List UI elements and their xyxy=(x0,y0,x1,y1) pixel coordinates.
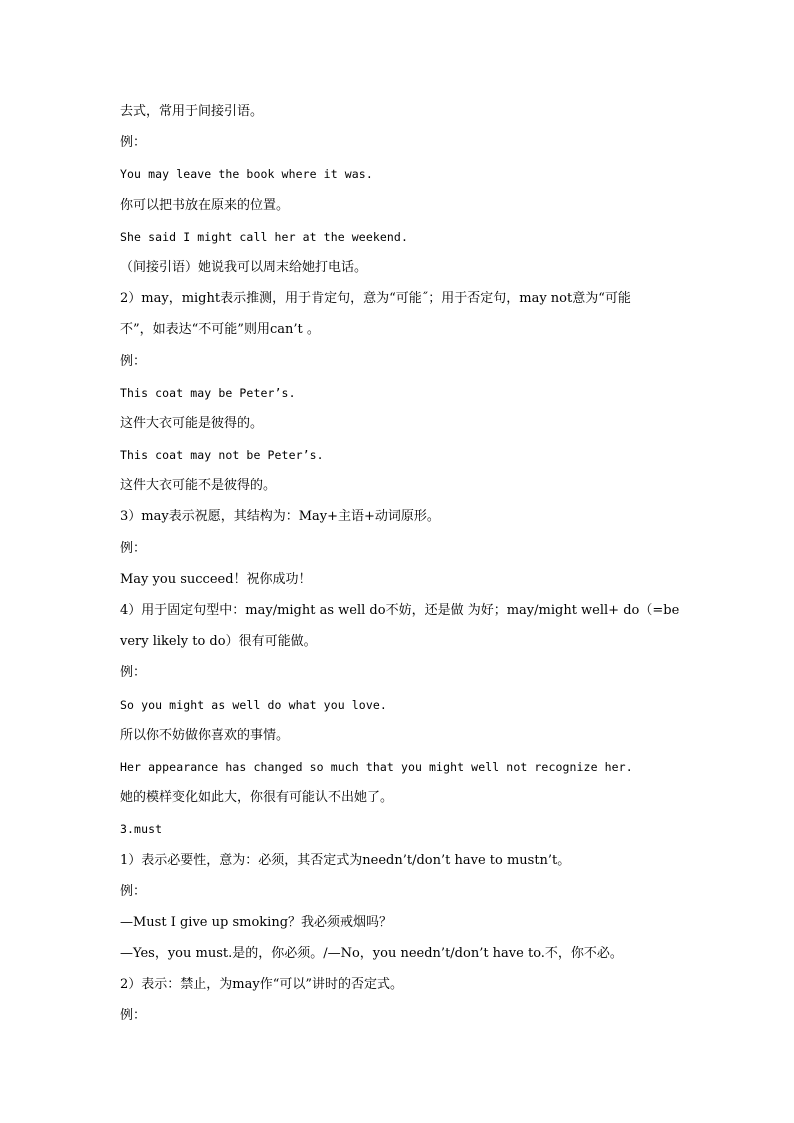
document-body xyxy=(120,100,680,1036)
english-example: She said I might call her at the weekend. xyxy=(120,229,408,244)
english-example: You may leave the book where it was. xyxy=(120,167,373,182)
dialogue-line: —Yes，you must.是的，你必须。/—No，you needn’t/don’t have to.不，你不必。 xyxy=(120,946,623,962)
example-label: 例： xyxy=(120,353,147,369)
rule-text: 4）用于固定句型中：may/might as well do不妨，还是做 为好；may/might well+ do（=be xyxy=(120,603,680,618)
mixed-example: May you succeed！祝你成功！ xyxy=(120,571,312,587)
example-label: 例： xyxy=(120,1008,147,1024)
chinese-translation: 所以你不妨做你喜欢的事情。 xyxy=(120,727,290,743)
rule-text: very likely to do）很有可能做。 xyxy=(120,634,317,650)
example-label: 例： xyxy=(120,665,147,681)
english-example: So you might as well do what you love. xyxy=(120,697,387,712)
english-example: This coat may be Peter’s. xyxy=(120,385,296,400)
chinese-translation: 你可以把书放在原来的位置。 xyxy=(120,197,290,213)
text-line: 去式，常用于间接引语。 xyxy=(120,104,264,119)
english-example: This coat may not be Peter’s. xyxy=(120,448,324,463)
example-label: 例： xyxy=(120,135,147,151)
rule-text: 2）表示：禁止，为may作“可以”讲时的否定式。 xyxy=(120,977,403,993)
example-label: 例： xyxy=(120,883,147,899)
section-heading: 3.must xyxy=(120,822,163,837)
chinese-translation: 这件大衣可能不是彼得的。 xyxy=(120,478,277,494)
chinese-translation: （间接引语）她说我可以周末给她打电话。 xyxy=(120,259,368,275)
example-label: 例： xyxy=(120,540,147,556)
rule-text: 1）表示必要性，意为：必须，其否定式为needn’t/don’t have to mustn’t。 xyxy=(120,852,571,868)
chinese-translation: 这件大衣可能是彼得的。 xyxy=(120,415,264,431)
rule-text: 3）may表示祝愿，其结构为：May+主语+动词原形。 xyxy=(120,509,440,525)
dialogue-line: —Must I give up smoking？我必须戒烟吗？ xyxy=(120,914,393,930)
rule-text: 2）may，might表示推测，用于肯定句，意为“可能˝；用于否定句，may not意为“可能 xyxy=(120,291,631,307)
chinese-translation: 她的模样变化如此大，你很有可能认不出她了。 xyxy=(120,790,394,806)
rule-text: 不”，如表达“不可能”则用can’t 。 xyxy=(120,322,320,338)
english-example: Her appearance has changed so much that you might well not recognize her. xyxy=(120,759,633,774)
